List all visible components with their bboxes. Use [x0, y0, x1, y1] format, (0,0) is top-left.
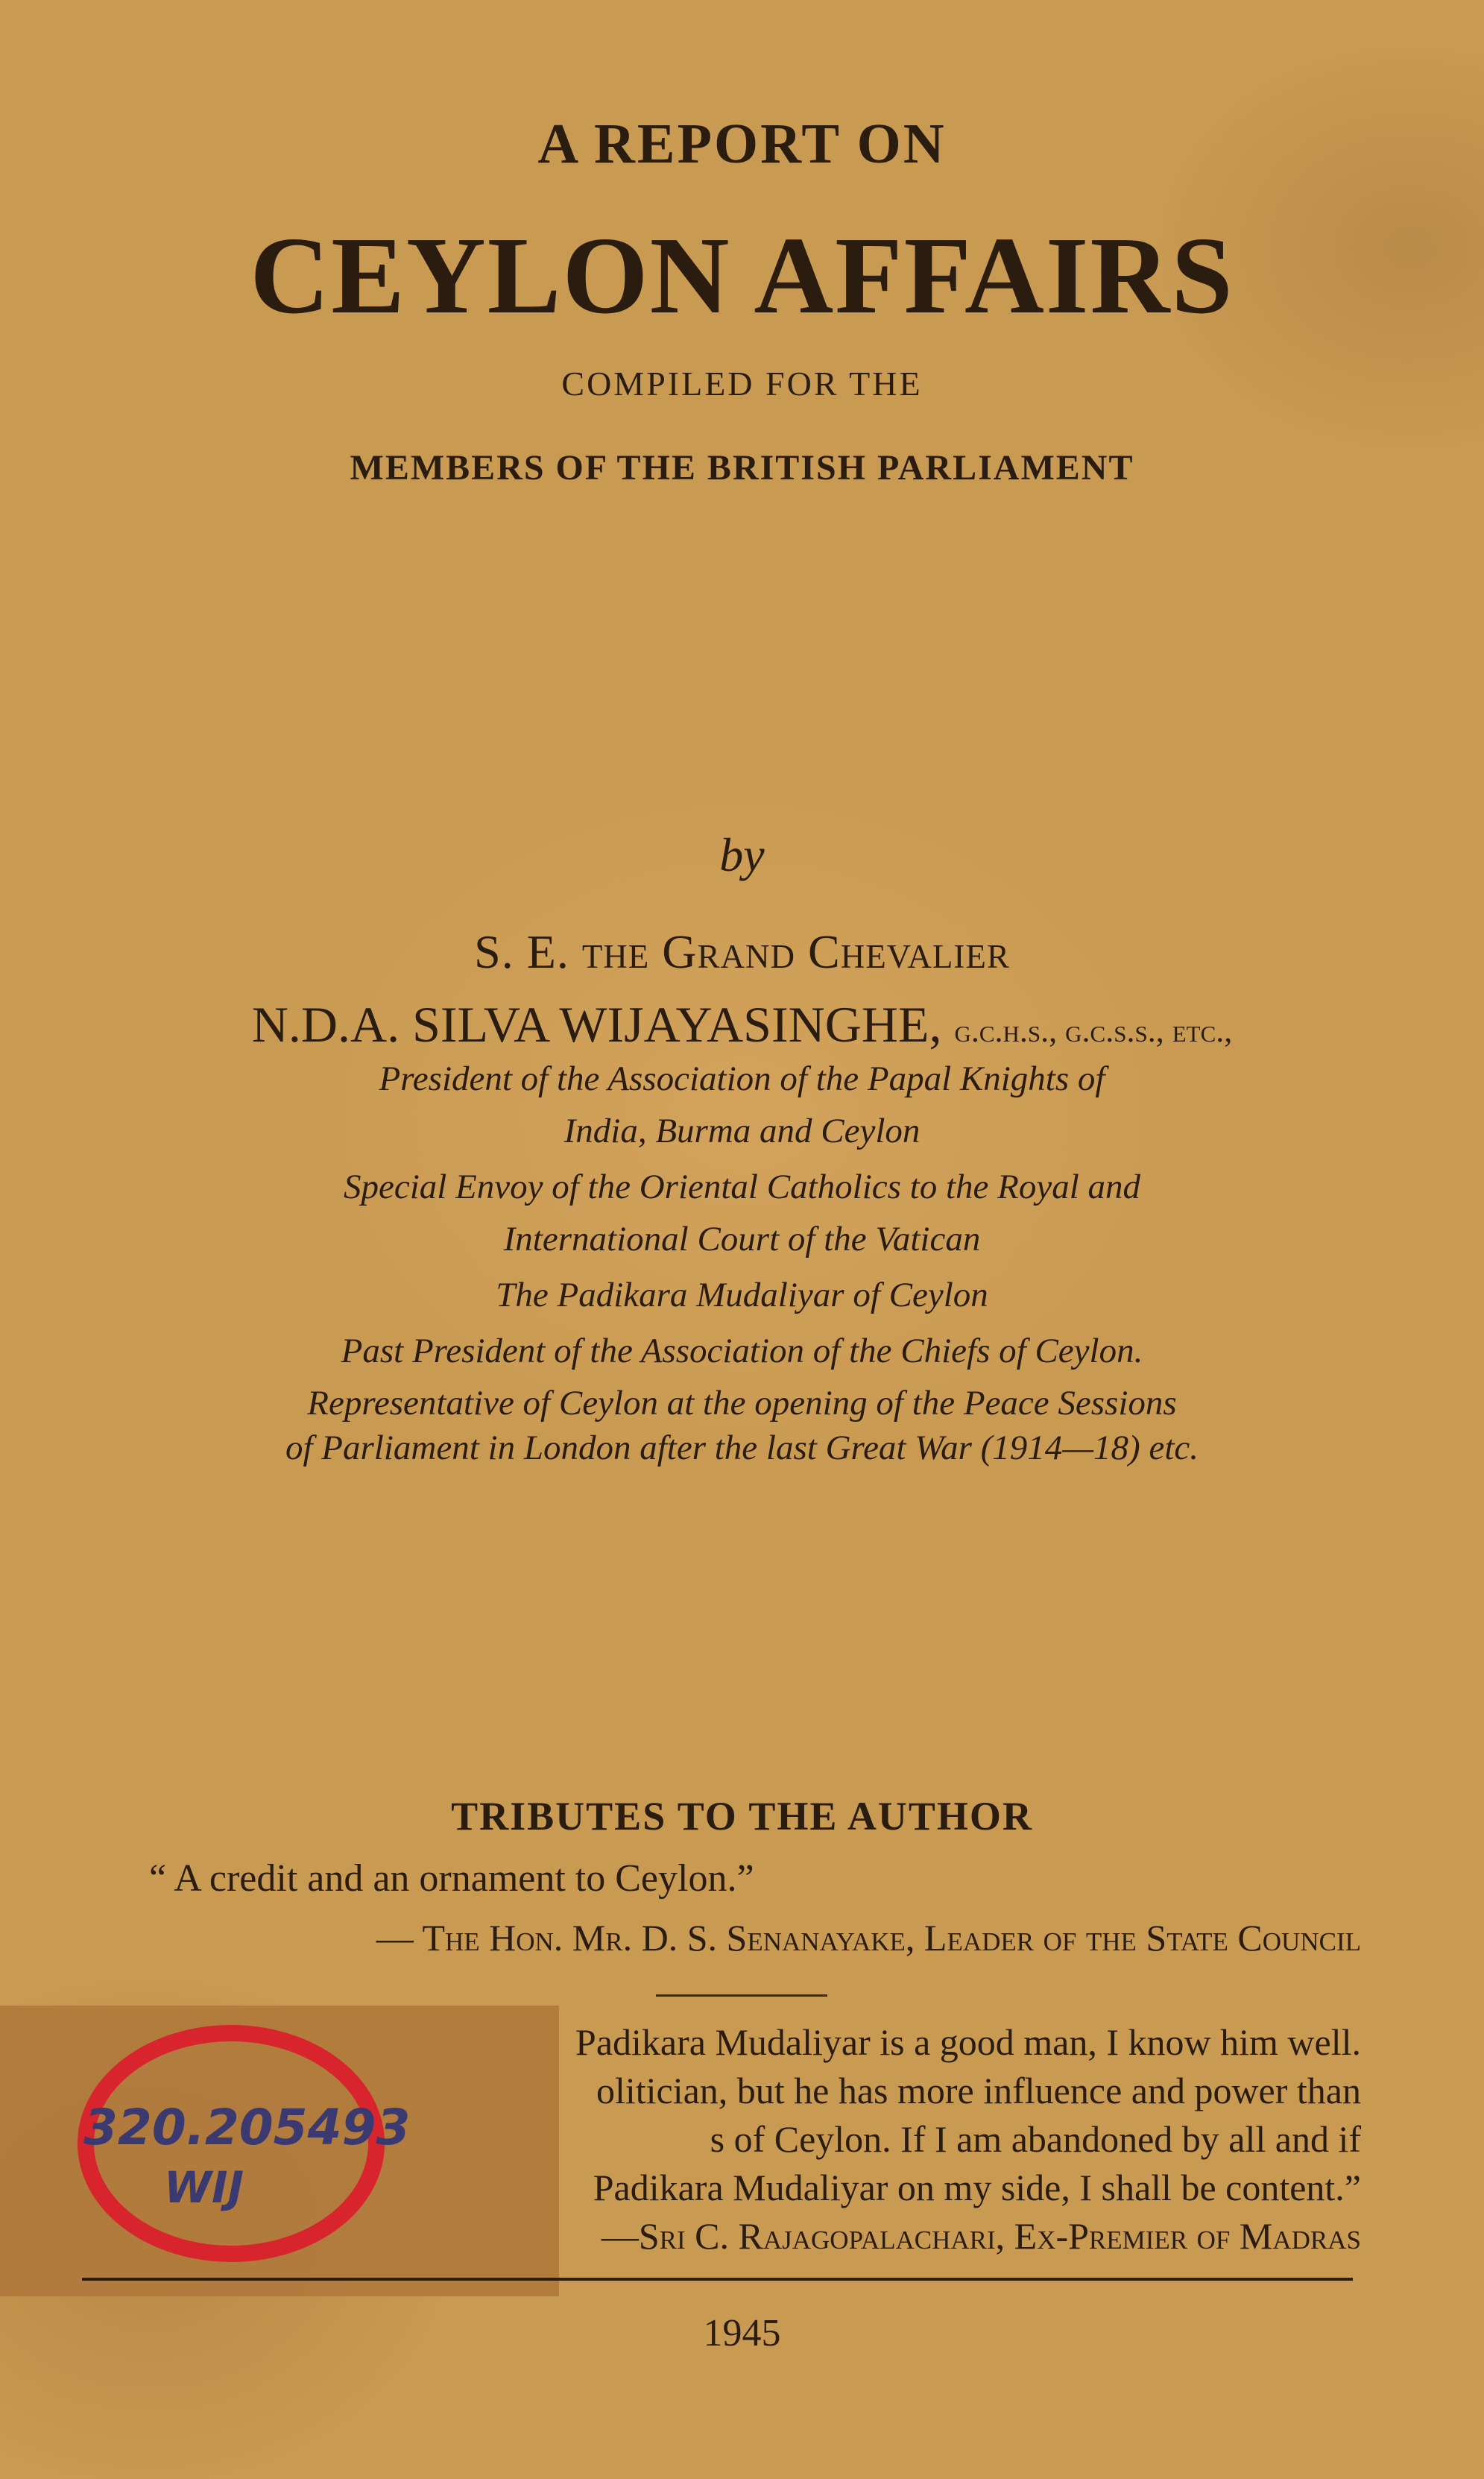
- by-label: by: [719, 828, 765, 881]
- author-postnominals: g.c.h.s., g.c.s.s., etc.,: [954, 1012, 1233, 1049]
- author-title-line: International Court of the Vatican: [503, 1220, 981, 1259]
- author-name-text: N.D.A. SILVA WIJAYASINGHE,: [251, 996, 942, 1053]
- main-title: CEYLON AFFAIRS: [250, 215, 1234, 337]
- author-honorific: S. E. the Grand Chevalier: [474, 925, 1010, 978]
- tributes-heading: TRIBUTES TO THE AUTHOR: [451, 1794, 1033, 1839]
- tribute-quote-1: “ A credit and an ornament to Ceylon.”: [149, 1857, 754, 1900]
- tribute-attribution-2: —Sri C. Rajagopalachari, Ex-Premier of Madras: [601, 2215, 1361, 2257]
- author-title-line: The Padikara Mudaliyar of Ceylon: [496, 1276, 988, 1314]
- tribute-quote-2-line: Padikara Mudaliyar is a good man, I know him well.: [575, 2021, 1361, 2063]
- author-title-line: of Parliament in London after the last Great War (1914—18) etc.: [285, 1429, 1199, 1467]
- author-title-line: President of the Association of the Papal Knights of: [379, 1059, 1105, 1098]
- title-line-1: A REPORT ON: [537, 113, 947, 175]
- tribute-attribution-1: — The Hon. Mr. D. S. Senanayake, Leader of the State Council: [376, 1917, 1361, 1959]
- compiled-for: COMPILED FOR THE: [561, 365, 923, 403]
- library-cutter-number: WIJ: [164, 2162, 244, 2213]
- author-title-line: Special Envoy of the Oriental Catholics to the Royal and: [343, 1168, 1141, 1206]
- author-title-line: Past President of the Association of the Chiefs of Ceylon.: [341, 1332, 1143, 1370]
- tribute-quote-2-line: olitician, but he has more influence and power than: [596, 2070, 1361, 2111]
- author-name: [0, 995, 1484, 1054]
- author-title-line: India, Burma and Ceylon: [563, 1112, 921, 1150]
- tribute-quote-2-line: s of Ceylon. If I am abandoned by all and if: [710, 2118, 1361, 2160]
- publication-year: 1945: [703, 2312, 781, 2354]
- members-line: MEMBERS OF THE BRITISH PARLIAMENT: [350, 448, 1134, 488]
- divider-short: [656, 1994, 827, 1997]
- author-title-line: Representative of Ceylon at the opening of the Peace Sessions: [307, 1384, 1177, 1423]
- divider-long: [82, 2278, 1353, 2281]
- library-call-number: 320.205493: [83, 2099, 411, 2156]
- tribute-quote-2-line: Padikara Mudaliyar on my side, I shall be content.”: [593, 2167, 1361, 2208]
